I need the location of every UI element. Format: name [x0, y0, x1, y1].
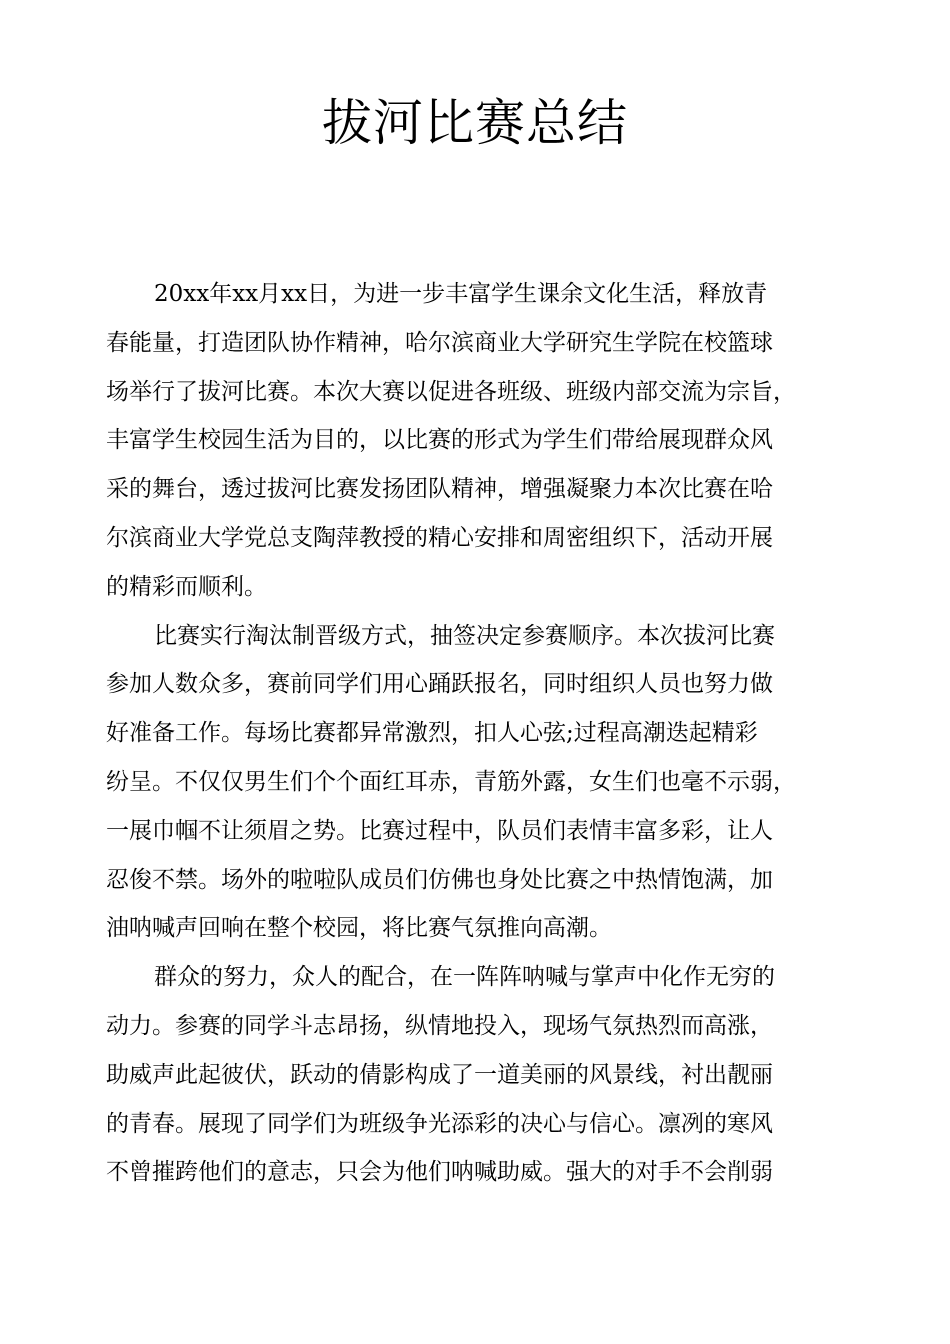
paragraph-1-line-1: 20xx年xx月xx日，为进一步丰富学生课余文化生活，释放青 — [154, 281, 768, 307]
paragraph-2-line-2: 参加人数众多，赛前同学们用心踊跃报名，同时组织人员也努力做 — [106, 671, 773, 698]
paragraph-3-line-1: 群众的努力，众人的配合，在一阵阵呐喊与掌声中化作无穷的 — [154, 964, 775, 991]
document-body — [106, 270, 850, 1197]
paragraph-2-line-7: 油呐喊声回响在整个校园，将比赛气氛推向高潮。 — [106, 915, 612, 942]
paragraph-2-line-6: 忍俊不禁。场外的啦啦队成员们仿佛也身处比赛之中热情饱满，加 — [106, 866, 773, 893]
paragraph-2-line-5: 一展巾帼不让须眉之势。比赛过程中，队员们表情丰富多彩，让人 — [106, 817, 773, 844]
paragraph-1-line-6: 尔滨商业大学党总支陶萍教授的精心安排和周密组织下，活动开展 — [106, 524, 773, 551]
paragraph-3-line-2: 动力。参赛的同学斗志昂扬，纵情地投入，现场气氛热烈而高涨， — [106, 1012, 773, 1039]
paragraph-1-line-7: 的精彩而顺利。 — [106, 573, 267, 600]
paragraph-3-line-4: 的青春。展现了同学们为班级争光添彩的决心与信心。凛冽的寒风 — [106, 1110, 773, 1137]
paragraph-1-line-5: 采的舞台，透过拔河比赛发扬团队精神，增强凝聚力本次比赛在哈 — [106, 476, 773, 503]
document-title: 拔河比赛总结 — [322, 94, 628, 152]
paragraph-2-line-4: 纷呈。不仅仅男生们个个面红耳赤，青筋外露，女生们也毫不示弱， — [106, 768, 796, 795]
paragraph-3-line-3: 助威声此起彼伏，跃动的倩影构成了一道美丽的风景线，衬出靓丽 — [106, 1061, 773, 1088]
paragraph-3-line-5: 不曾摧跨他们的意志，只会为他们呐喊助威。强大的对手不会削弱 — [106, 1159, 773, 1186]
paragraph-1-line-4: 丰富学生校园生活为目的，以比赛的形式为学生们带给展现群众风 — [106, 427, 773, 454]
paragraph-2-line-1: 比赛实行淘汰制晋级方式，抽签决定参赛顺序。本次拔河比赛 — [154, 622, 775, 649]
paragraph-1-line-3: 场举行了拔河比赛。本次大赛以促进各班级、班级内部交流为宗旨， — [106, 378, 796, 405]
paragraph-1-line-2: 春能量，打造团队协作精神，哈尔滨商业大学研究生学院在校篮球 — [106, 329, 773, 356]
paragraph-2-line-3: 好准备工作。每场比赛都异常激烈，扣人心弦;过程高潮迭起精彩 — [106, 720, 758, 747]
